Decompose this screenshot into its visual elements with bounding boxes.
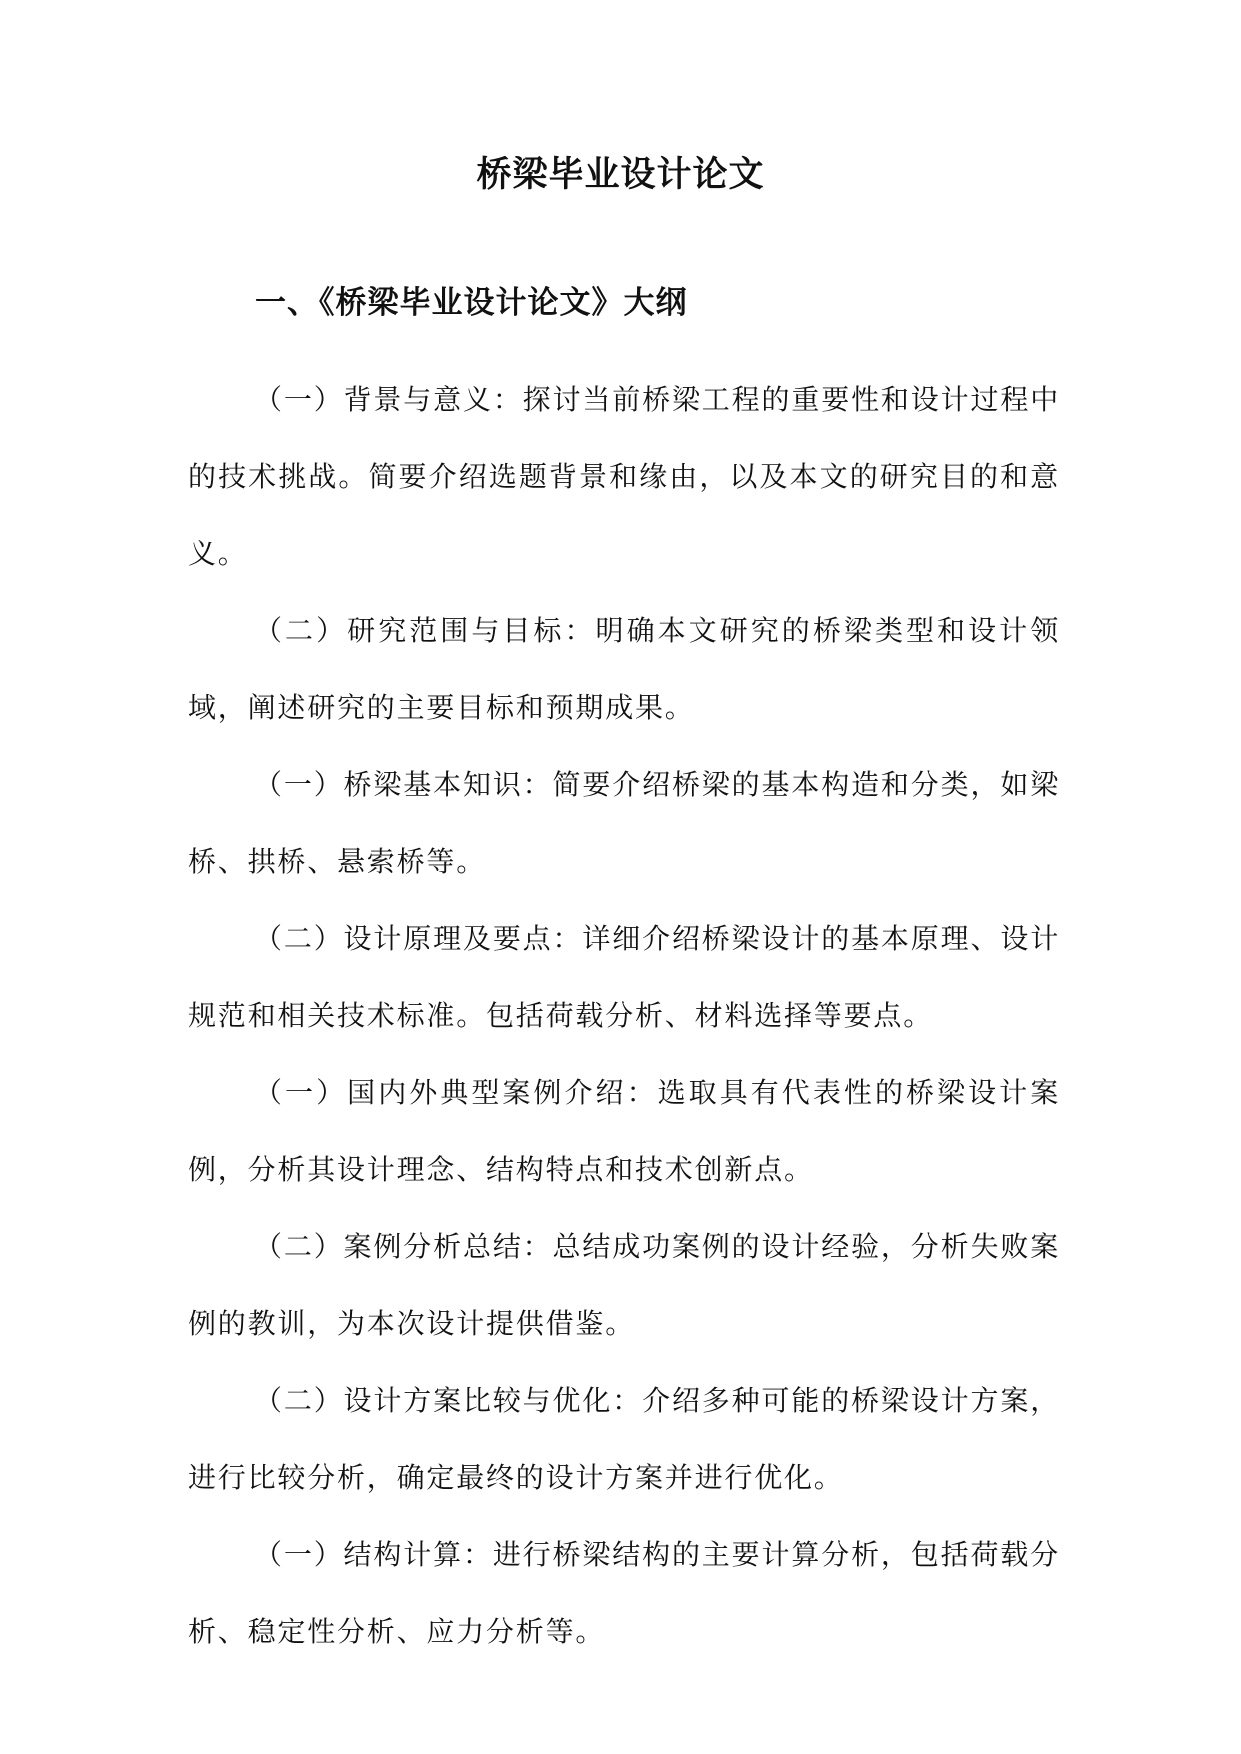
paragraph-design-principles: （二）设计原理及要点：详细介绍桥梁设计的基本原理、设计规范和相关技术标准。包括荷载分析、材料选择等要点。 xyxy=(188,922,1060,1032)
paragraph-case-summary: （二）案例分析总结：总结成功案例的设计经验，分析失败案例的教训，为本次设计提供借鉴。 xyxy=(188,1230,1060,1340)
section-heading: 一、《桥梁毕业设计论文》大纲 xyxy=(255,285,688,321)
paragraph-background-significance: （一）背景与意义：探讨当前桥梁工程的重要性和设计过程中的技术挑战。简要介绍选题背景和缘由，以及本文的研究目的和意义。 xyxy=(188,383,1060,570)
paragraph-scope-goals: （二）研究范围与目标：明确本文研究的桥梁类型和设计领域，阐述研究的主要目标和预期成果。 xyxy=(188,614,1060,724)
paragraph-structural-calculation: （一）结构计算：进行桥梁结构的主要计算分析，包括荷载分析、稳定性分析、应力分析等。 xyxy=(188,1538,1060,1648)
body-text xyxy=(188,361,1060,1670)
document-title: 桥梁毕业设计论文 xyxy=(476,154,765,195)
paragraph-case-studies: （一）国内外典型案例介绍：选取具有代表性的桥梁设计案例，分析其设计理念、结构特点和技术创新点。 xyxy=(188,1076,1060,1186)
paragraph-bridge-basics: （一）桥梁基本知识：简要介绍桥梁的基本构造和分类，如梁桥、拱桥、悬索桥等。 xyxy=(188,768,1060,878)
paragraph-design-comparison: （二）设计方案比较与优化：介绍多种可能的桥梁设计方案，进行比较分析，确定最终的设计方案并进行优化。 xyxy=(188,1384,1060,1494)
